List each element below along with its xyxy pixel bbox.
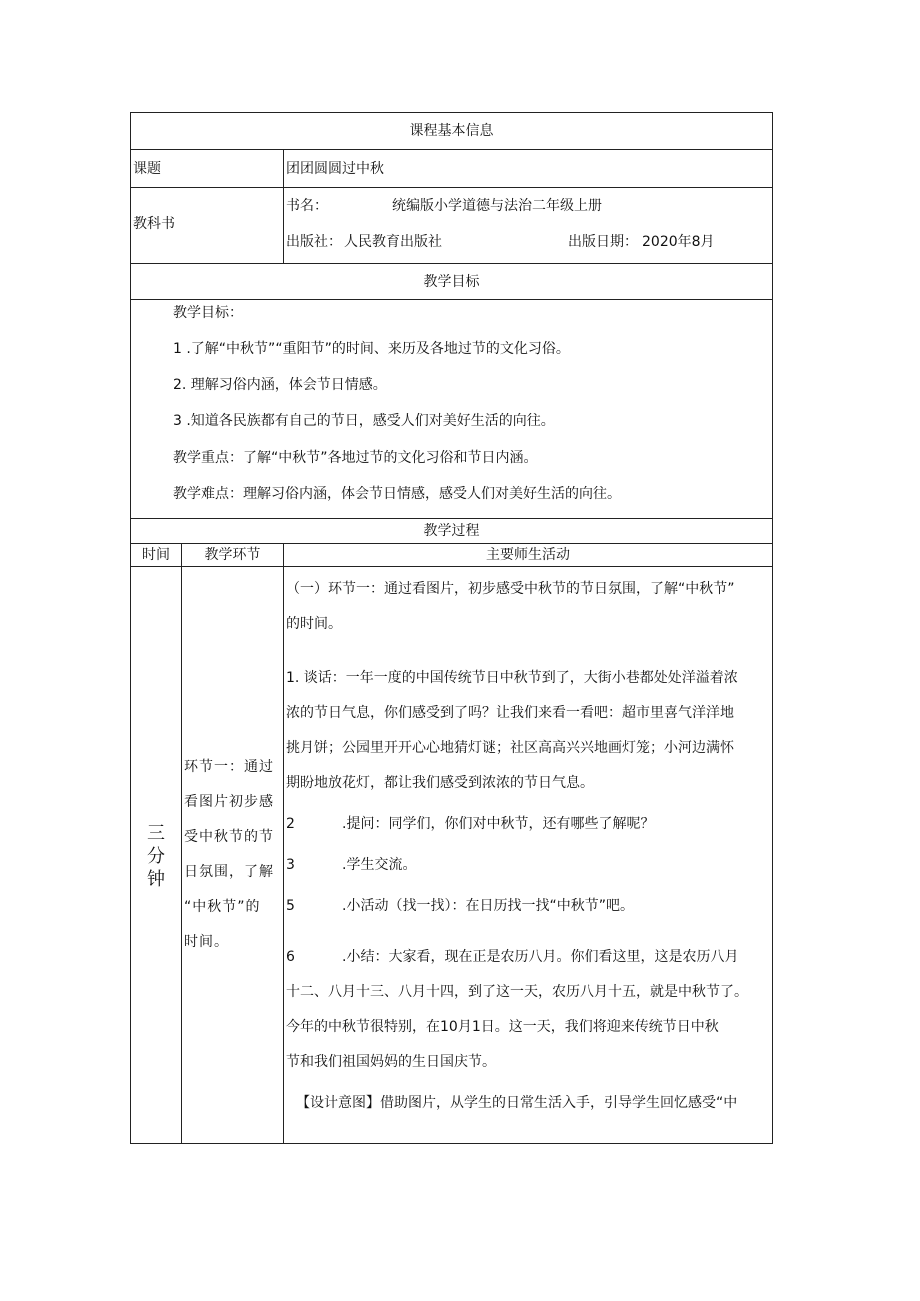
topic-value-cell [283, 150, 772, 187]
time-cell [131, 567, 181, 1143]
activity-item-text: .小结：大家看，现在正是农历八月。你们看这里，这是农历八月 [342, 949, 739, 965]
book-name-label: 书名： [286, 198, 328, 214]
objective-item-2: 2. 理解习俗内涵，体会节日情感。 [173, 377, 387, 393]
basic-info-header-row [131, 113, 772, 150]
activity-item-text: .学生交流。 [342, 857, 417, 873]
publish-date-label: 出版日期： [568, 234, 638, 250]
col-time-header: 时间 [142, 547, 170, 563]
process-header-row [131, 519, 772, 544]
activity-intro-line: 的时间。 [286, 616, 342, 632]
objectives-heading: 教学目标 [423, 274, 480, 290]
activity-summary-line: 节和我们祖国妈妈的生日国庆节。 [286, 1054, 496, 1070]
stage-line: 受中秋节的节 [184, 829, 274, 845]
basic-info-title: 课程基本信息 [409, 123, 494, 139]
textbook-row [131, 188, 772, 264]
activity-talk-line: 期盼地放花灯，都让我们感受到浓浓的节日气息。 [286, 775, 594, 791]
col-activity-header: 主要师生活动 [486, 547, 570, 563]
teaching-focus: 教学重点：了解“中秋节”各地过节的文化习俗和节日内涵。 [173, 450, 538, 466]
publish-date-value: 2020年8月 [642, 234, 715, 250]
time-char: 分 [147, 846, 165, 867]
activity-item-text: .小活动（找一找）：在日历找一找“中秋节”吧。 [342, 898, 634, 914]
activity-item-text: .提问：同学们，你们对中秋节，还有哪些了解呢？ [342, 816, 655, 832]
stage-line: 时间。 [184, 934, 229, 950]
objectives-body-row [131, 300, 772, 519]
col-activity-header-cell [283, 544, 772, 566]
activity-summary-line: 今年的中秋节很特别，在10月1日。这一天，我们将迎来传统节日中秋 [286, 1019, 719, 1035]
activity-item-number: 2 [286, 816, 295, 832]
activity-intro-line: （一）环节一：通过看图片，初步感受中秋节的节日氛围，了解“中秋节” [286, 581, 735, 597]
objective-item-3: 3 .知道各民族都有自己的节日，感受人们对美好生活的向往。 [173, 413, 555, 429]
stage-line: 日氛围，了解 [184, 864, 274, 880]
process-step-row [131, 567, 772, 1143]
activity-summary-line: 十二、八月十三、八月十四，到了这一天，农历八月十五，就是中秋节了。 [286, 984, 748, 1000]
topic-label: 课题 [133, 161, 161, 177]
col-stage-header-cell [181, 544, 283, 566]
time-char: 三 [147, 823, 165, 844]
topic-row [131, 150, 772, 188]
activity-talk-line: 浓的节日气息，你们感受到了吗？让我们来看一看吧：超市里喜气洋洋地 [286, 705, 734, 721]
activity-talk-line: 挑月饼；公园里开开心心地猜灯谜；社区高高兴兴地画灯笼；小河边满怀 [286, 740, 734, 756]
process-columns-row [131, 544, 772, 567]
objectives-header-row [131, 264, 772, 300]
stage-line: 看图片初步感 [184, 794, 274, 810]
process-heading: 教学过程 [423, 523, 480, 539]
textbook-info-cell [283, 188, 772, 263]
objective-item-1: 1 .了解“中秋节”“重阳节”的时间、来历及各地过节的文化习俗。 [173, 341, 570, 357]
time-char: 钟 [147, 869, 165, 890]
publisher-value: 人民教育出版社 [344, 234, 442, 250]
stage-line: “中秋节”的 [184, 899, 261, 915]
publisher-label: 出版社： [286, 234, 342, 250]
objectives-line: 教学目标： [173, 305, 243, 321]
textbook-label: 教科书 [133, 216, 175, 232]
activity-item-number: 3 [286, 857, 295, 873]
stage-cell [181, 567, 283, 1143]
activity-talk-line: 1. 谈话：一年一度的中国传统节日中秋节到了，大街小巷都处处洋溢着浓 [286, 670, 738, 686]
topic-value: 团团圆圆过中秋 [286, 161, 384, 177]
col-stage-header: 教学环节 [204, 547, 261, 563]
activity-item-number: 6 [286, 949, 295, 965]
teaching-difficulty: 教学难点：理解习俗内涵，体会节日情感，感受人们对美好生活的向往。 [173, 486, 621, 502]
book-name-value: 统编版小学道德与法治二年级上册 [392, 198, 602, 214]
stage-line: 环节一：通过 [184, 759, 274, 775]
activity-cell [283, 567, 772, 1143]
activity-item-number: 5 [286, 898, 295, 914]
design-intent-line: 【设计意图】借助图片，从学生的日常生活入手，引导学生回忆感受“中 [296, 1095, 738, 1111]
lesson-plan-table [130, 112, 773, 1144]
